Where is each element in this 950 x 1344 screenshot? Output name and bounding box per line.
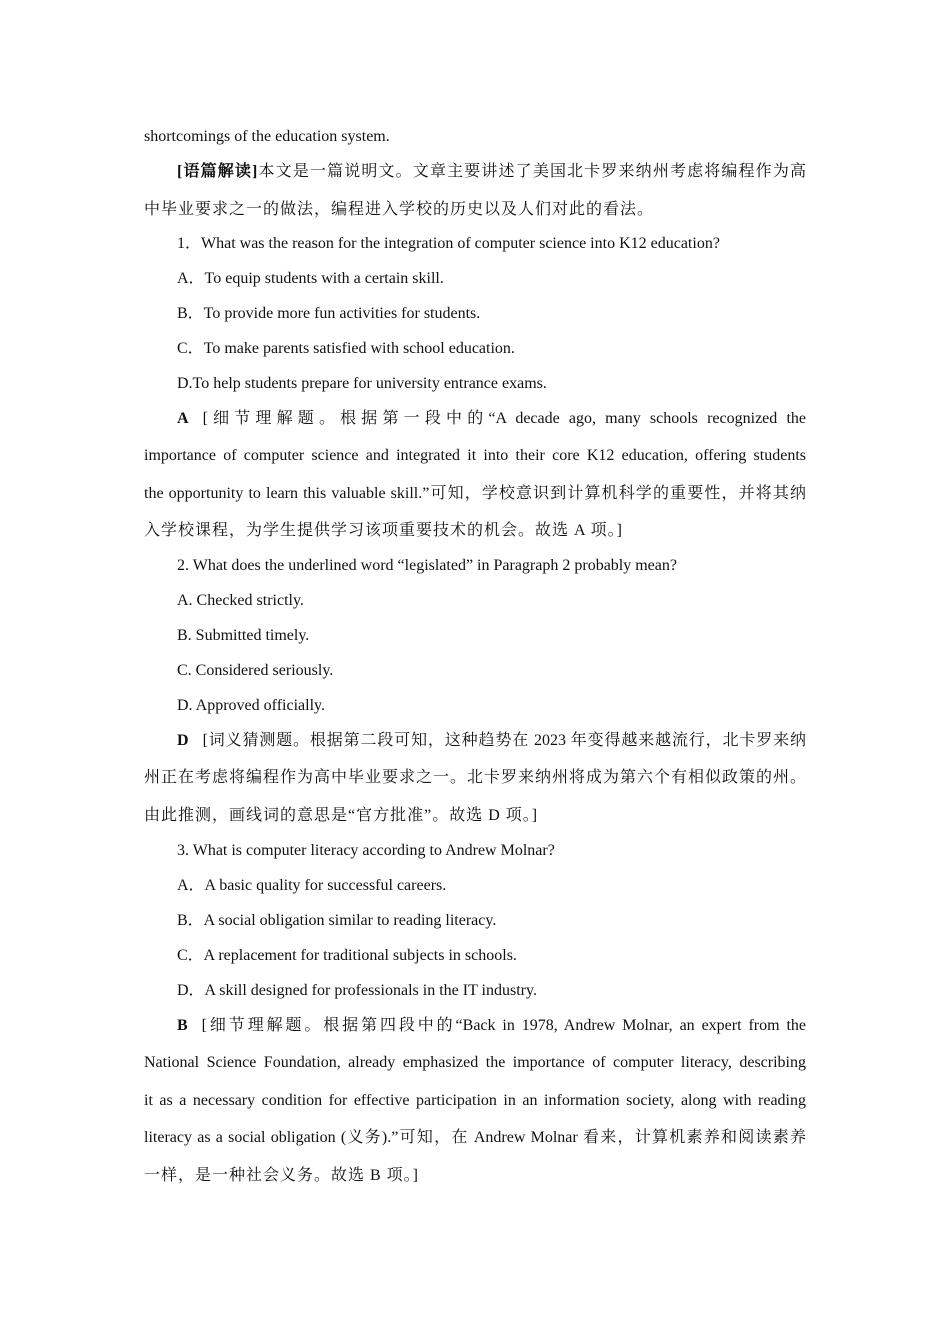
question-1-option-a: A．To equip students with a certain skill. — [177, 270, 444, 287]
summary-tag: [语篇解读] — [177, 163, 258, 180]
question-3-explanation-line-4: literacy as a social obligation (义务).”可知，在 Andrew Molnar 看来，计算机素养和阅读素养 — [144, 1129, 806, 1146]
question-1-explanation-line-4: 入学校课程，为学生提供学习该项重要技术的机会。故选 A 项。] — [144, 522, 624, 539]
question-3-option-b: B．A social obligation similar to reading literacy. — [177, 912, 497, 929]
question-1-explanation-line-2: importance of computer science and integrated it into their core K12 education, offering students — [144, 447, 806, 464]
question-1-explanation-line-3: the opportunity to learn this valuable skill.”可知，学校意识到计算机科学的重要性，并将其纳 — [144, 485, 806, 502]
question-3-explanation-line-1 — [177, 1016, 806, 1036]
question-2-explanation-text-1: [词义猜测题。根据第二段可知，这种趋势在 2023 年变得越来越流行，北卡罗来纳 — [202, 732, 806, 749]
question-2-option-b: B. Submitted timely. — [177, 627, 310, 644]
question-1-explanation-line-1 — [177, 409, 806, 429]
intro-tail-text: shortcomings of the education system. — [144, 128, 390, 145]
question-2-option-c: C. Considered seriously. — [177, 662, 334, 679]
question-1-explanation-text-1: [细节理解题。根据第一段中的“A decade ago, many schools recognized the — [202, 410, 806, 427]
question-2-answer: D — [177, 732, 189, 749]
question-3-explanation-line-3: it as a necessary condition for effective participation in an information society, along with reading — [144, 1092, 806, 1109]
summary-line-1-text: 本文是一篇说明文。文章主要讲述了美国北卡罗来纳州考虑将编程作为高 — [257, 163, 806, 180]
question-3-option-d: D．A skill designed for professionals in the IT industry. — [177, 982, 537, 999]
question-2-option-a: A. Checked strictly. — [177, 592, 304, 609]
question-2-explanation-line-2: 州正在考虑将编程作为高中毕业要求之一。北卡罗来纳州将成为第六个有相似政策的州。 — [144, 769, 806, 786]
question-3-stem: 3. What is computer literacy according to Andrew Molnar? — [177, 842, 555, 859]
question-3-option-c: C．A replacement for traditional subjects in schools. — [177, 947, 517, 964]
question-1-answer: A — [177, 410, 189, 427]
question-3-explanation-line-5: 一样，是一种社会义务。故选 B 项。] — [144, 1167, 420, 1184]
question-1-stem: 1．What was the reason for the integration of computer science into K12 education? — [177, 235, 720, 252]
question-1-option-b: B．To provide more fun activities for students. — [177, 305, 481, 322]
question-1-option-d: D.To help students prepare for university entrance exams. — [177, 375, 547, 392]
question-3-option-a: A．A basic quality for successful careers. — [177, 877, 447, 894]
question-2-explanation-line-1 — [177, 731, 806, 751]
summary-line-1 — [177, 162, 806, 182]
question-3-answer: B — [177, 1017, 188, 1034]
question-1-option-c: C．To make parents satisfied with school education. — [177, 340, 515, 357]
question-2-explanation-line-3: 由此推测，画线词的意思是“官方批准”。故选 D 项。] — [144, 807, 539, 824]
question-2-option-d: D. Approved officially. — [177, 697, 325, 714]
question-3-explanation-text-1: [细节理解题。根据第四段中的“Back in 1978, Andrew Molnar, an expert from the — [201, 1017, 806, 1034]
summary-line-2: 中毕业要求之一的做法，编程进入学校的历史以及人们对此的看法。 — [144, 201, 655, 218]
question-3-explanation-line-2: National Science Foundation, already emphasized the importance of computer literacy, describing — [144, 1054, 806, 1071]
question-2-stem: 2. What does the underlined word “legislated” in Paragraph 2 probably mean? — [177, 557, 677, 574]
